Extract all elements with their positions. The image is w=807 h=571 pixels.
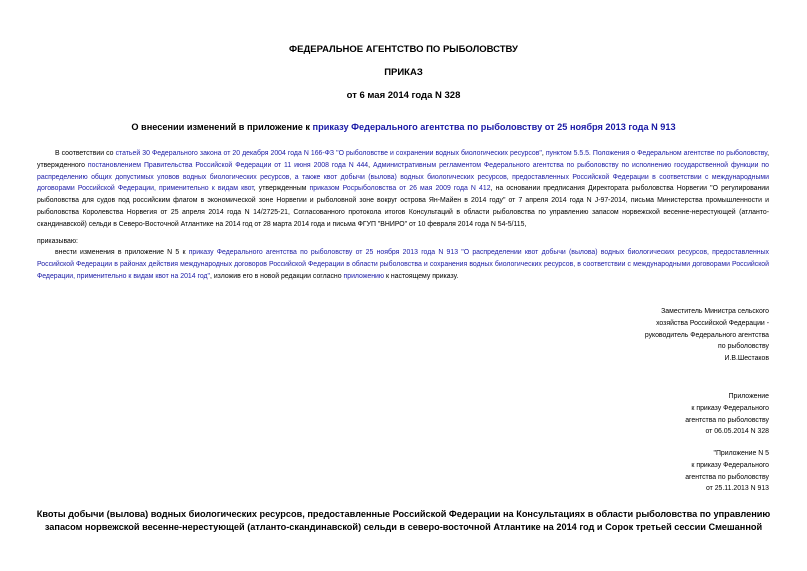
quota-table-title: Квоты добычи (вылова) водных биологических ресурсов, предоставленные Российской Федерации на Консультациях в области рыболовства по управлению запасом норвежской весенне-нерестующей (атланто-скандинавской) сельди в северо-восточной Атлантике на 2014 год и Сорок третьей сессии Смешанной xyxy=(36,509,771,532)
preamble-text-4: , xyxy=(368,161,373,169)
doc-title xyxy=(0,122,807,132)
signatory-name: И.В.Шестаков xyxy=(724,355,769,363)
regulation-link[interactable]: пунктом 5.5.5. Положения о Федеральном агентстве по рыболовству xyxy=(545,150,768,157)
doc-type: ПРИКАЗ xyxy=(384,67,423,78)
order-text-1: внести изменения в приложение N 5 к xyxy=(55,249,189,256)
signature-line: по рыболовству xyxy=(718,343,769,351)
signature-line: хозяйства Российской Федерации - xyxy=(656,319,769,327)
order-lead: приказываю: xyxy=(37,238,78,245)
preamble-paragraph xyxy=(37,148,769,231)
appendix5-line: от 25.11.2013 N 913 xyxy=(705,485,769,493)
government-decree-link[interactable]: постановлением Правительства Российской Федерации от 11 июня 2008 года N 444 xyxy=(87,161,369,169)
preamble-text-5: , утвержденным xyxy=(253,185,310,193)
appendix5-line: агентства по рыболовству xyxy=(685,473,769,481)
order-paragraph xyxy=(37,247,769,282)
order-text-2: , изложив его в новой редакции согласно xyxy=(210,272,344,280)
doc-date-number: от 6 мая 2014 года N 328 xyxy=(346,90,461,101)
signature-line: руководитель Федерального агентства xyxy=(644,331,769,339)
order-913-link[interactable]: приказу Федерального агентства по рыболовству от 25 ноября 2013 года N 913 "О распределении квот добычи (вылова) водных биологических ресурсов, предоставленных Российской Федерации в районах действия международных договоров Российской Федерации в области рыболовства и сохранения водных биологических ресурсов, в соответствии с международными договорами Российской Федерации, применительно к видам квот на 2014 год" xyxy=(37,249,769,280)
signature-block xyxy=(569,306,769,365)
law-link[interactable]: статьей 30 Федерального закона от 20 декабря 2004 года N 166-ФЗ "О рыболовстве и сохранении водных биологических ресурсов" xyxy=(115,150,542,157)
doc-title-link[interactable]: приказу Федерального агентства по рыболовству от 25 ноября 2013 года N 913 xyxy=(312,122,676,132)
appendix5-header xyxy=(569,448,769,495)
appendix-line: Приложение xyxy=(728,393,769,400)
preamble-text-6: , на основании предписания Директората рыболовства Норвегии "О регулировании рыболовства для судов под российским флагом в экономической зоне Норвегии и рыболовной зоне вокруг острова Ян-Майен в 2014 году" от 7 апреля 2014 года N J-97-2014, письма Министерства промышленности и рыболовства Королевства Норвегия от 25 апреля 2014 года N 14/2725-21, Согласованного протокола итогов Консультаций в области рыболовства по управлению запасом норвежской весенне-нерестующей (атланто-скандинавской) сельди в Северо-Восточной Атлантике на 2014 год от 28 марта 2014 года и письма ФГУП "ВНИРО" от 10 февраля 2014 года N 54-5/115, xyxy=(37,185,769,228)
preamble-text-2: , xyxy=(541,150,546,157)
appendix-header xyxy=(569,391,769,438)
appendix-line: к приказу Федерального xyxy=(691,404,769,412)
preamble-text-3: , утвержденного xyxy=(37,150,769,169)
order-412-link[interactable]: приказом Росрыболовства от 26 мая 2009 года N 412 xyxy=(309,185,491,193)
admin-regulation-link[interactable]: Административным регламентом Федерального агентства по рыболовству по исполнению государственной функции по распределению общих допустимых уловов водных биологических ресурсов, а также квот добычи (вылова) водных биологических ресурсов, предоставленных Российской Федерации в соответствии с международными договорами Российской Федерации, применительно к видам квот xyxy=(37,161,769,193)
doc-title-prefix: О внесении изменений в приложение к xyxy=(131,122,313,132)
order-text-3: к настоящему приказу. xyxy=(384,272,459,280)
appendix5-line: "Приложение N 5 xyxy=(713,450,769,457)
signature-line: Заместитель Министра сельского xyxy=(661,308,769,315)
appendix5-line: к приказу Федерального xyxy=(691,461,769,469)
appendix-line: агентства по рыболовству xyxy=(685,416,769,424)
appendix-link[interactable]: приложению xyxy=(343,272,385,280)
agency-title: ФЕДЕРАЛЬНОЕ АГЕНТСТВО ПО РЫБОЛОВСТВУ xyxy=(289,44,518,55)
appendix-line: от 06.05.2014 N 328 xyxy=(705,428,769,436)
preamble-text-1: В соответствии со xyxy=(55,150,116,157)
